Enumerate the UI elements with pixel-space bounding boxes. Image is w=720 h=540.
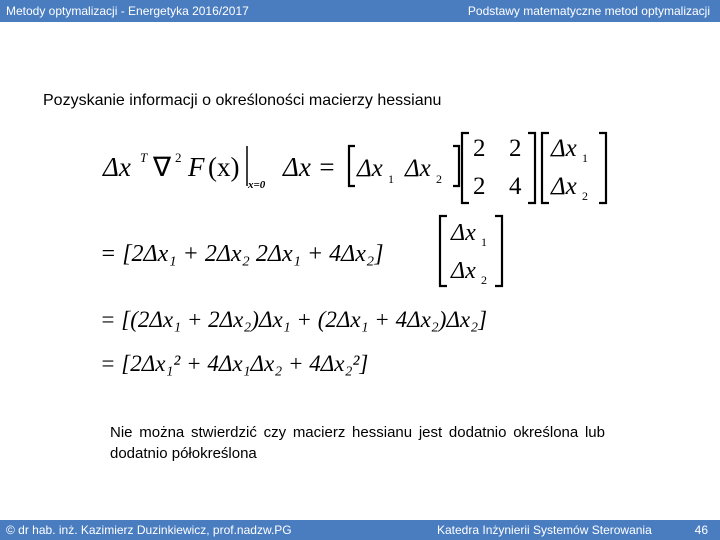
conclusion-text: Nie można stwierdzić czy macierz hessianu jest dodatnio określona lub dodatnio półokreślona	[110, 424, 605, 462]
line2-col-dx1: Δx	[451, 220, 476, 246]
course-title: Metody optymalizacji - Energetyka 2016/2017	[6, 4, 249, 18]
row-bracket-left	[349, 146, 355, 186]
line2-col-bracket-right	[495, 216, 502, 286]
col-dx2: Δx	[551, 173, 577, 200]
formula-svg	[95, 128, 635, 388]
matrix-bracket-left	[462, 133, 469, 203]
matrix-m12: 2	[509, 135, 522, 162]
slide-heading: Pozyskanie informacji o określoności macierzy hessianu	[43, 92, 442, 109]
header-bar	[0, 0, 720, 22]
formula-transpose: T	[140, 150, 148, 165]
line2-col-sub1: 1	[481, 235, 487, 249]
formula-arg: (x)	[208, 152, 240, 182]
formula-nabla: ∇	[153, 152, 172, 182]
matrix-bracket-right	[528, 133, 535, 203]
formula-sup2: 2	[175, 150, 182, 165]
formula-line3: = [(2Δx₁ + 2Δx₂)Δx₁ + (2Δx₁ + 4Δx₂)Δx₂]	[100, 307, 488, 332]
matrix-m21: 2	[473, 173, 486, 200]
col-sub1: 1	[582, 151, 588, 165]
footer-bar	[0, 520, 720, 540]
col-bracket-right	[599, 133, 606, 203]
footer-department: Katedra Inżynierii Systemów Sterowania	[437, 523, 652, 537]
formula-eval: x=0	[248, 179, 266, 191]
footer-author: © dr hab. inż. Kazimierz Duzinkiewicz, prof.nadzw.PG	[6, 523, 292, 537]
formula-F: F	[188, 152, 205, 182]
formula-block	[95, 128, 635, 388]
row-bracket-right	[453, 146, 459, 186]
col-dx1: Δx	[551, 135, 577, 162]
col-bracket-left	[542, 133, 549, 203]
col-sub2: 2	[582, 189, 588, 203]
line2-col-sub2: 2	[481, 273, 487, 287]
formula-lhs-dx: Δx	[103, 152, 131, 182]
row-dx2: Δx	[405, 155, 431, 182]
row-sub2: 2	[436, 172, 442, 186]
matrix-m22: 4	[509, 173, 522, 200]
row-sub1: 1	[388, 172, 394, 186]
section-title: Podstawy matematyczne metod optymalizacji	[467, 4, 710, 18]
formula-dx-eq: Δx =	[283, 152, 336, 182]
formula-line2: = [2Δx₁ + 2Δx₂ 2Δx₁ + 4Δx₂]	[100, 241, 384, 267]
row-dx1: Δx	[357, 155, 383, 182]
line2-col-bracket-left	[440, 216, 447, 286]
line2-col-dx2: Δx	[451, 258, 476, 284]
formula-line4: = [2Δx₁² + 4Δx₁Δx₂ + 4Δx₂²]	[100, 351, 369, 376]
page-number: 46	[694, 523, 708, 537]
matrix-m11: 2	[473, 135, 486, 162]
